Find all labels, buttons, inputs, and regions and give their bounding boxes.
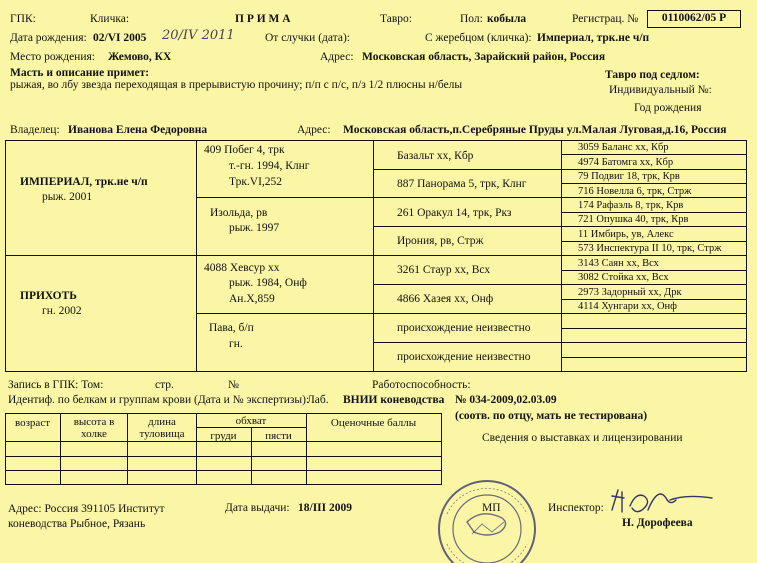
saddle-brand-label: Тавро под седлом: (605, 69, 700, 81)
nickname-label: Кличка: (90, 13, 130, 25)
gen4-cell: 3082 Стойка хх, Всх (578, 272, 669, 283)
stallion-label: С жеребцом (кличка): (425, 32, 532, 44)
num-label: № (228, 379, 239, 391)
sex-label: Пол: (460, 13, 483, 25)
gen3-cell: Ирония, рв, Стрж (397, 235, 484, 247)
gpk-label: ГПК: (10, 13, 36, 25)
color-label: Масть и описание примет: (10, 67, 150, 79)
gen4-cell: 3143 Саян хх, Всх (578, 258, 659, 269)
page-label: стр. (155, 379, 174, 391)
color-description: рыжая, во лбу звезда переходящая в прерывистую прочину; п/п с п/с, п/з 1/2 плюсны н/белы (10, 79, 463, 91)
col-chest: груди (210, 430, 237, 442)
col-girth: обхват (235, 415, 267, 427)
birth-date-label: Дата рождения: (10, 32, 87, 44)
owner-address-label: Адрес: (297, 124, 331, 136)
lab-note: (соотв. по отцу, мать не тестирована) (455, 410, 648, 422)
col-metacarpus: пясти (265, 430, 292, 442)
dam-name: ПРИХОТЬ (20, 290, 77, 302)
performance-label: Работоспособность: (372, 379, 471, 391)
owner-name: Иванова Елена Федоровна (68, 124, 208, 136)
gen4-cell: 3059 Баланс хх, Кбр (578, 142, 669, 153)
lab-label: Лаб. (307, 394, 329, 406)
gen2-line: рыж. 1997 (229, 222, 280, 234)
gen2-line: Трк.VI,252 (229, 176, 283, 188)
official-seal-stamp (432, 474, 542, 563)
gen3-cell: 4866 Хазея хх, Онф (397, 293, 494, 305)
lab-name: ВНИИ коневодства (343, 394, 445, 406)
gen4-cell: 174 Рафаэль 8, трк, Крв (578, 200, 684, 211)
gen3-cell: Базальт хх, Кбр (397, 150, 474, 162)
handwritten-date: 20/IV 2011 (162, 28, 235, 43)
owner-address: Московская область,п.Серебряные Пруды ул.Малая Луговая,д.16, Россия (343, 124, 727, 136)
gen4-cell: 716 Новелла 6, трк, Стрж (578, 186, 692, 197)
gen2-line: гн. (229, 338, 243, 350)
individual-label: Индивидуальный №: (609, 84, 712, 96)
sire-name: ИМПЕРИАЛ, трк.не ч/п (20, 176, 148, 188)
gen4-cell: 721 Опушка 40, трк, Крв (578, 214, 689, 225)
lab-number: № 034-2009,02.03.09 (455, 394, 557, 406)
col-length: длина туловища (139, 416, 185, 440)
sire-info: рыж. 2001 (42, 191, 93, 203)
inspector-label: Инспектор: (548, 502, 604, 514)
inspector-signature (600, 482, 720, 518)
gen4-cell: 573 Инспектура II 10, трк, Стрж (578, 243, 722, 254)
gen3-cell: 261 Оракул 14, трк, Ркз (397, 207, 512, 219)
horse-name: П Р И М А (235, 13, 291, 25)
gen4-cell: 11 Имбирь, ув, Алекс (578, 229, 674, 240)
gen4-cell: 79 Подвиг 18, трк, Крв (578, 171, 680, 182)
gen2-line: т.-гн. 1994, Клнг (229, 160, 310, 172)
gen4-cell: 4974 Батомга хх, Кбр (578, 157, 674, 168)
col-age: возраст (14, 417, 51, 429)
issue-date: 18/III 2009 (298, 502, 352, 514)
inspector-name: Н. Дорофеева (622, 517, 693, 529)
gen3-cell: 3261 Стаур хх, Всх (397, 264, 491, 276)
owner-label: Владелец: (10, 124, 60, 136)
from-mating-label: От случки (дата): (265, 32, 350, 44)
gen2-line: 409 Побег 4, трк (204, 144, 285, 156)
gen3-cell: происхождение неизвестно (397, 351, 531, 363)
dam-info: гн. 2002 (42, 305, 82, 317)
address-label: Адрес: (320, 51, 354, 63)
exhibitions-label: Сведения о выставках и лицензировании (482, 432, 683, 444)
issue-date-label: Дата выдачи: (225, 502, 290, 514)
gen2-line: рыж. 1984, Онф (229, 277, 307, 289)
stallion-name: Империал, трк.не ч/п (537, 32, 650, 44)
reg-label: Регистрац. № (572, 13, 639, 25)
institute-address: Адрес: Россия 391105 Институт коневодства Рыбное, Рязань (8, 503, 165, 530)
blood-label: Идентиф. по белкам и группам крови (Дата и № экспертизы): (8, 394, 310, 406)
gen3-cell: происхождение неизвестно (397, 322, 531, 334)
address: Московская область, Зарайский район, Россия (362, 51, 606, 63)
gpk-record-label: Запись в ГПК: Том: (8, 379, 104, 391)
gen2-line: Пава, б/п (209, 322, 254, 334)
birthplace: Жемово, КХ (108, 51, 172, 63)
sex-value: кобыла (487, 13, 527, 25)
birth-date: 02/VI 2005 (93, 32, 147, 44)
col-score: Оценочные баллы (330, 417, 417, 429)
col-height: высота в холке (73, 416, 115, 440)
stamp-mp: МП (482, 502, 501, 514)
gen4-cell: 2973 Задорный хх, Дрк (578, 287, 682, 298)
birthplace-label: Место рождения: (10, 51, 95, 63)
reg-number: 0110062/05 Р (647, 10, 741, 28)
gen3-cell: 887 Панорама 5, трк, Клнг (397, 178, 527, 190)
gen2-line: Изольда, рв (210, 207, 268, 219)
gen2-line: Ан.Х,859 (229, 293, 275, 305)
gen4-cell: 4114 Хунгари хх, Онф (578, 301, 677, 312)
gen2-line: 4088 Хевсур хх (204, 262, 280, 274)
brand-label: Тавро: (380, 13, 412, 25)
birth-year-label: Год рождения (634, 102, 702, 114)
